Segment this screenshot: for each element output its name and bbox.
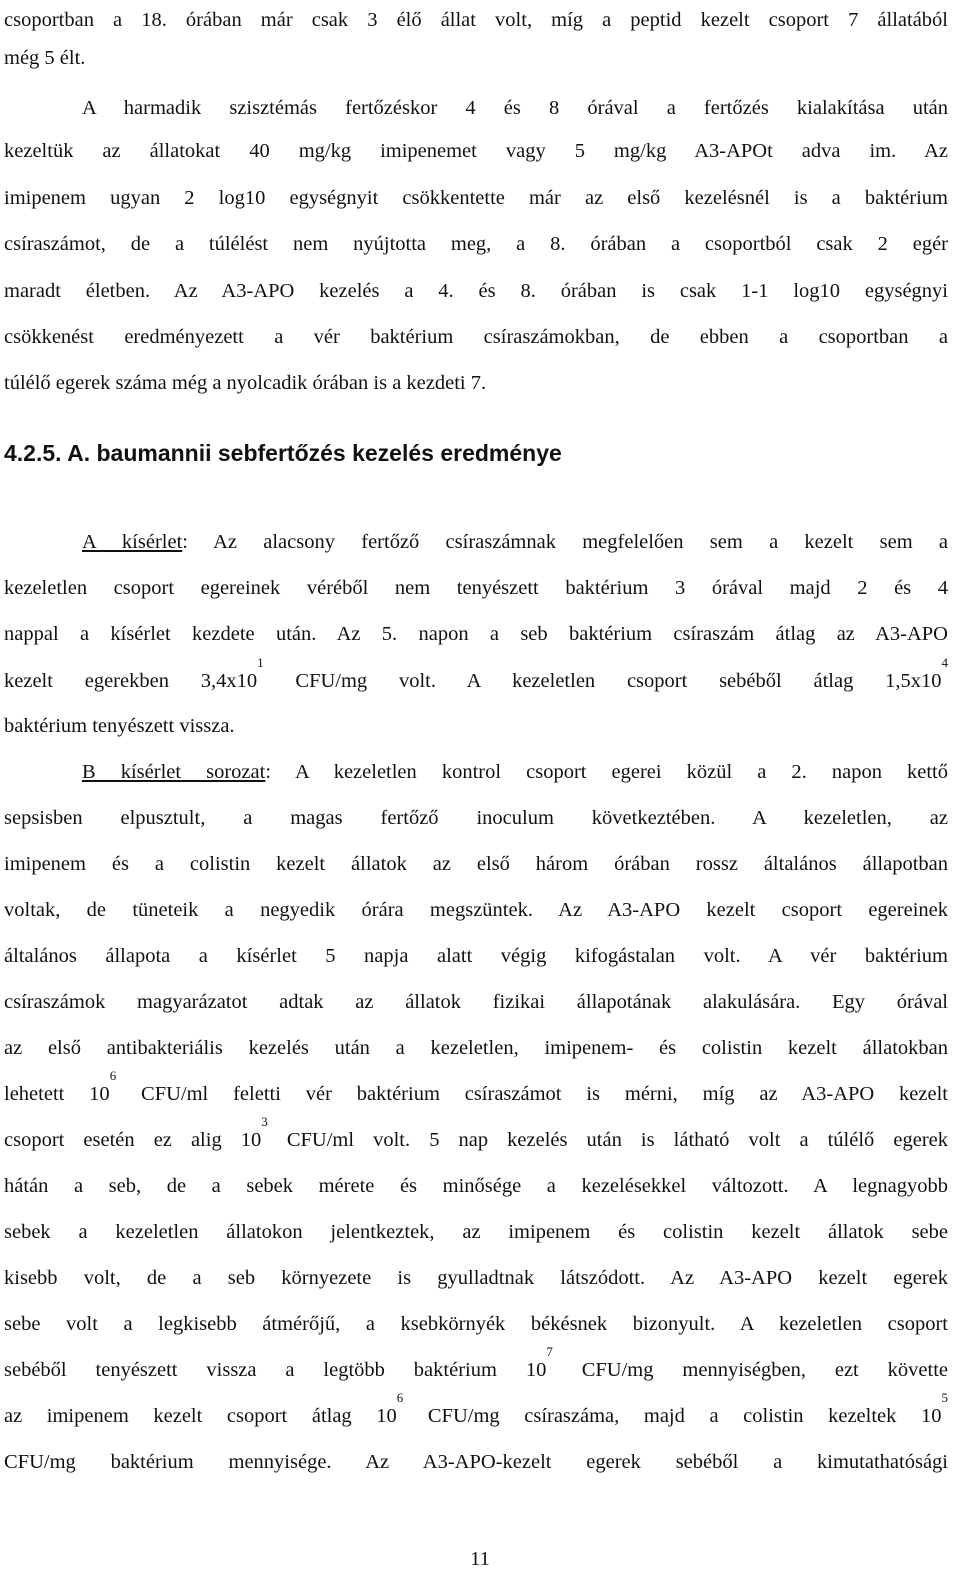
text-line: hátán a seb, de a sebek mérete és minősége a kezelésekkel változott. A legnagyobb	[4, 1175, 948, 1197]
text-fragment: CFU/ml feletti vér baktérium csíraszámot is mérni, míg az A3-APO kezelt	[116, 1083, 948, 1105]
text-line	[82, 530, 948, 554]
superscript: 3	[261, 1114, 268, 1129]
text-fragment: kezelt egerekben 3,4x10	[4, 670, 258, 692]
text-line: sebek a kezeletlen állatokon jelentkeztek, az imipenem és colistin kezelt állatok sebe	[4, 1221, 948, 1243]
experiment-label-a: A kísérlet	[82, 531, 183, 553]
text-fragment: CFU/mg mennyiségben, ezt követte	[552, 1359, 948, 1381]
text-fragment: CFU/mg csíraszáma, majd a colistin kezeltek 10	[403, 1405, 942, 1427]
text-line: csökkenést eredményezett a vér baktérium csíraszámokban, de ebben a csoportban a	[4, 326, 948, 348]
text-line: az első antibakteriális kezelés után a kezeletlen, imipenem- és colistin kezelt állatokban	[4, 1037, 948, 1059]
superscript: 4	[941, 655, 948, 670]
text-line	[4, 1068, 948, 1106]
text-line	[4, 1344, 948, 1382]
text-line: CFU/mg baktérium mennyisége. Az A3-APO-kezelt egerek sebéből a kimutathatósági	[4, 1451, 948, 1473]
text-line: imipenem ugyan 2 log10 egységnyit csökkentette már az első kezelésnél is a baktérium	[4, 187, 948, 209]
text-fragment: az imipenem kezelt csoport átlag 10	[4, 1405, 397, 1427]
superscript: 7	[546, 1344, 553, 1359]
text-line: imipenem és a colistin kezelt állatok az első három órában rossz általános állapotban	[4, 853, 948, 875]
text-line: kisebb volt, de a seb környezete is gyulladtnak látszódott. Az A3-APO kezelt egerek	[4, 1267, 948, 1289]
text-line: csíraszámot, de a túlélést nem nyújtotta meg, a 8. órában a csoportból csak 2 egér	[4, 233, 948, 255]
text-fragment: CFU/ml volt. 5 nap kezelés után is látható volt a túlélő egerek	[267, 1129, 948, 1151]
text-line: nappal a kísérlet kezdete után. Az 5. napon a seb baktérium csíraszám átlag az A3-APO	[4, 623, 948, 645]
section-heading: 4.2.5. A. baumannii sebfertőzés kezelés eredménye	[4, 440, 562, 466]
text-fragment: : Az alacsony fertőző csíraszámnak megfelelően sem a kezelt sem a	[182, 531, 948, 553]
text-line: általános állapota a kísérlet 5 napja alatt végig kifogástalan volt. A vér baktérium	[4, 945, 948, 967]
text-line: kezeltük az állatokat 40 mg/kg imipenemet vagy 5 mg/kg A3-APOt adva im. Az	[4, 140, 948, 162]
superscript: 6	[396, 1390, 404, 1405]
text-line: A harmadik szisztémás fertőzéskor 4 és 8 órával a fertőzés kialakítása után	[82, 97, 948, 119]
text-line: csoportban a 18. órában már csak 3 élő állat volt, míg a peptid kezelt csoport 7 állatából	[4, 9, 948, 31]
text-line: baktérium tenyészett vissza.	[4, 715, 235, 737]
text-line: sebe volt a legkisebb átmérőjű, a ksebkörnyék békésnek bizonyult. A kezeletlen csoport	[4, 1313, 948, 1335]
text-fragment: sebéből tenyészett vissza a legtöbb baktérium 10	[4, 1359, 547, 1381]
text-fragment: lehetett 10	[4, 1083, 110, 1105]
experiment-label-b: B kísérlet sorozat	[82, 761, 266, 783]
page-number: 11	[470, 1548, 490, 1570]
text-line: túlélő egerek száma még a nyolcadik órában is a kezdeti 7.	[4, 372, 487, 394]
text-fragment: csoport esetén ez alig 10	[4, 1129, 262, 1151]
text-line: kezeletlen csoport egereinek véréből nem tenyészett baktérium 3 órával majd 2 és 4	[4, 577, 948, 599]
superscript: 5	[941, 1390, 948, 1405]
text-line: sepsisben elpusztult, a magas fertőző inoculum következtében. A kezeletlen, az	[4, 807, 948, 829]
text-line: voltak, de tüneteik a negyedik órára megszüntek. Az A3-APO kezelt csoport egereinek	[4, 899, 948, 921]
text-fragment: CFU/mg volt. A kezeletlen csoport sebéből átlag 1,5x10	[263, 670, 942, 692]
superscript: 1	[257, 655, 264, 670]
text-line: még 5 élt.	[4, 47, 86, 69]
text-line	[4, 655, 948, 693]
text-line	[82, 760, 948, 784]
superscript: 6	[109, 1068, 117, 1083]
text-line	[4, 1114, 948, 1152]
text-fragment: : A kezeletlen kontrol csoport egerei közül a 2. napon kettő	[265, 761, 949, 783]
text-line: csíraszámok magyarázatot adtak az állatok fizikai állapotának alakulására. Egy órával	[4, 991, 948, 1013]
text-line	[4, 1390, 948, 1428]
text-line: maradt életben. Az A3-APO kezelés a 4. és 8. órában is csak 1-1 log10 egységnyi	[4, 280, 948, 302]
